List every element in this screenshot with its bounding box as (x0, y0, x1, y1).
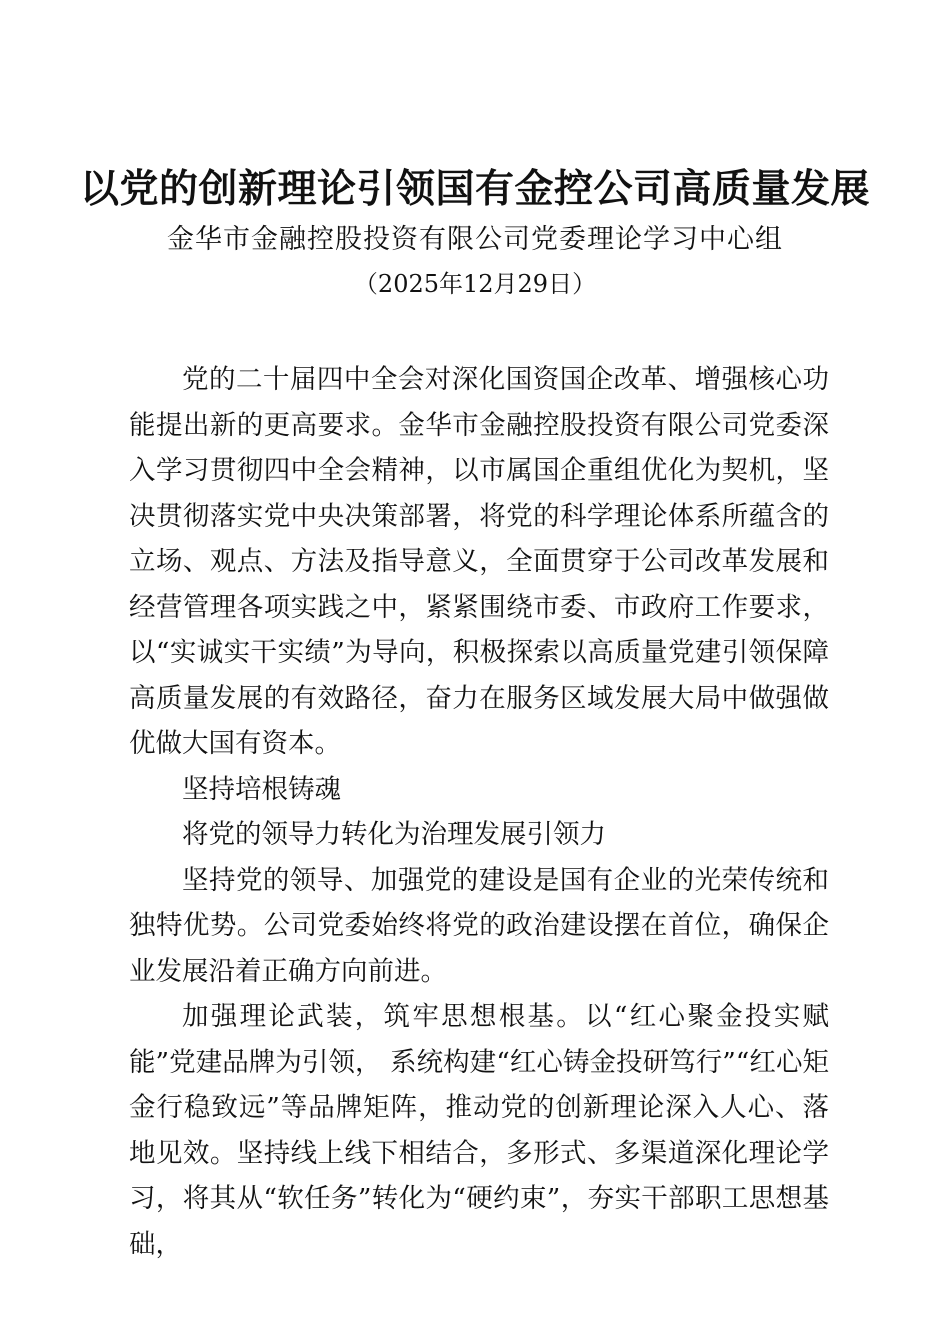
document-body (129, 357, 829, 1267)
section-subheading: 将党的领导力转化为治理发展引领力 (182, 819, 606, 850)
document-title: 以党的创新理论引领国有金控公司高质量发展 (79, 166, 870, 212)
document-date: （2025年12月29日） (353, 270, 597, 298)
paragraph-party-leadership: 坚持党的领导、加强党的建设是国有企业的光荣传统和独特优势。公司党委始终将党的政治建设摆在首位，确保企业发展沿着正确方向前进。 (129, 864, 829, 987)
section-heading: 坚持培根铸魂 (182, 773, 341, 805)
document-author: 金华市金融控股投资有限公司党委理论学习中心组 (167, 224, 783, 255)
paragraph-intro: 党的二十届四中全会对深化国资国企改革、增强核心功能提出新的更高要求。金华市金融控股投资有限公司党委深入学习贯彻四中全会精神，以市属国企重组优化为契机，坚决贯彻落实党中央决策部署，将党的科学理论体系所蕴含的立场、观点、方法及指导意义，全面贯穿于公司改革发展和经营管理各项实践之中，紧紧围绕市委、市政府工作要求，以“实诚实干实绩”为导向，积极探索以高质量党建引领保障高质量发展的有效路径，奋力在服务区域发展大局中做强做优做大国有资本。 (129, 364, 829, 759)
paragraph-theory-study: 加强理论武装，筑牢思想根基。以“红心聚金投实赋能”党建品牌为引领， 系统构建“红心铸金投研笃行”“红心矩金行稳致远”等品牌矩阵，推动党的创新理论深入人心、落地见效。坚持线上线下相结合，多形式、多渠道深化理论学习，将其从“软任务”转化为“硬约束”，夯实干部职工思想基础， (129, 1001, 829, 1260)
